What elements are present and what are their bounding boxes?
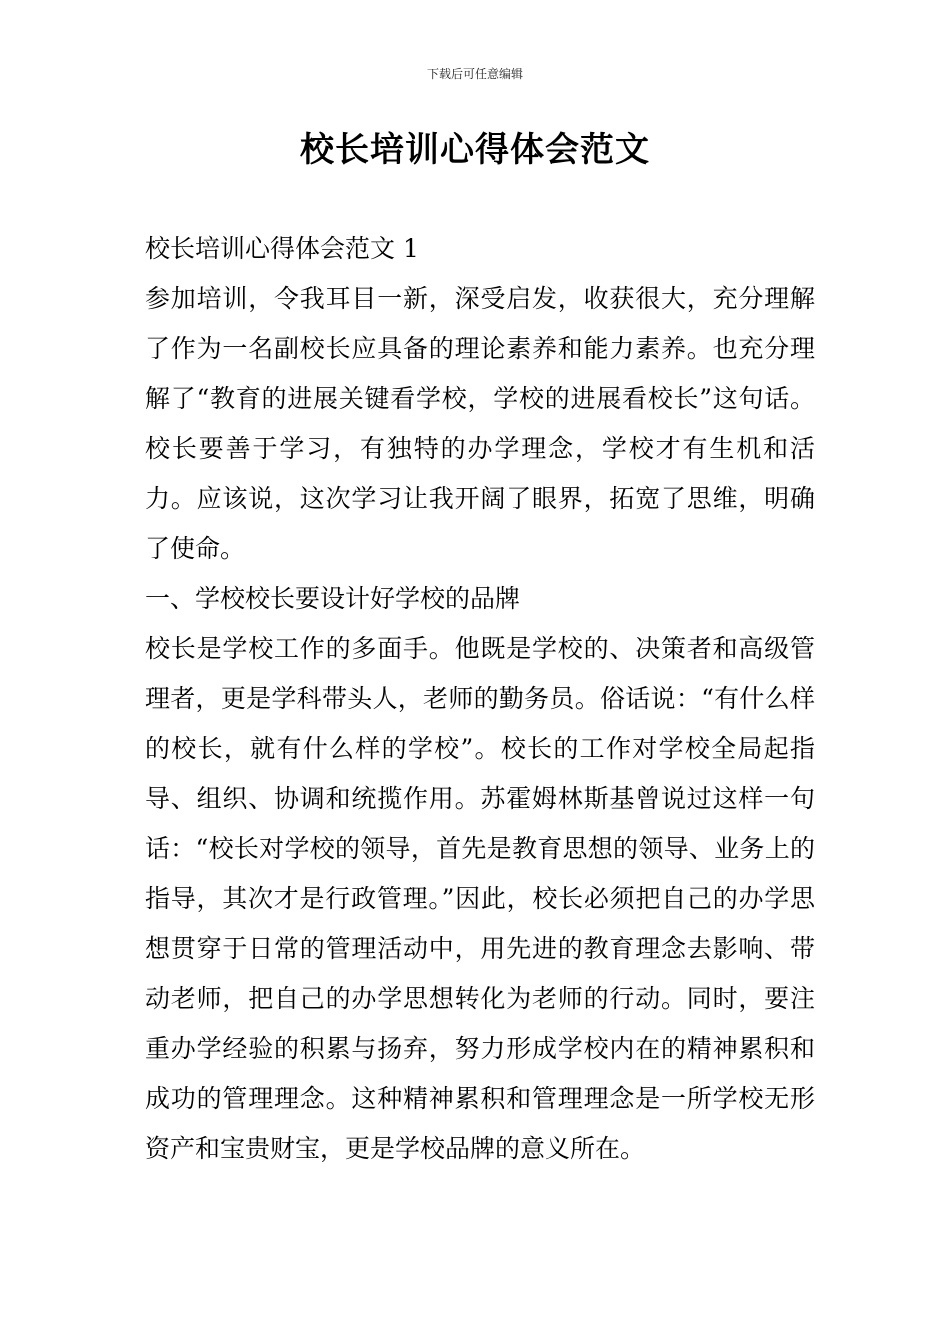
paragraph: 校长是学校工作的多面手。他既是学校的、决策者和高级管理者，更是学科带头人，老师的勤务员。俗话说：“有什么样的校长，就有什么样的学校”。校长的工作对学校全局起指导、组织、协调和统揽作用。苏霍姆林斯基曾说过这样一句话：“校长对学校的领导，首先是教育思想的领导、业务上的指导，其次才是行政管理。”因此，校长必须把自己的办学思想贯穿于日常的管理活动中，用先进的教育理念去影响、带动老师，把自己的办学思想转化为老师的行动。同时，要注重办学经验的积累与扬弃，努力形成学校内在的精神累积和成功的管理理念。这种精神累积和管理理念是一所学校无形资产和宝贵财宝，更是学校品牌的意义所在。 (145, 634, 815, 1163)
document-body (145, 224, 815, 1174)
subsection-heading: 一、学校校长要设计好学校的品牌 (145, 584, 521, 613)
document-title: 校长培训心得体会范文 (300, 130, 650, 170)
section-heading: 校长培训心得体会范文 1 (145, 234, 419, 263)
header-note: 下载后可任意编辑 (426, 67, 523, 81)
paragraph: 参加培训，令我耳目一新，深受启发，收获很大，充分理解了作为一名副校长应具备的理论素养和能力素养。也充分理解了“教育的进展关键看学校，学校的进展看校长”这句话。校长要善于学习，有独特的办学理念，学校才有生机和活力。应该说，这次学习让我开阔了眼界，拓宽了思维，明确了使命。 (145, 284, 815, 563)
